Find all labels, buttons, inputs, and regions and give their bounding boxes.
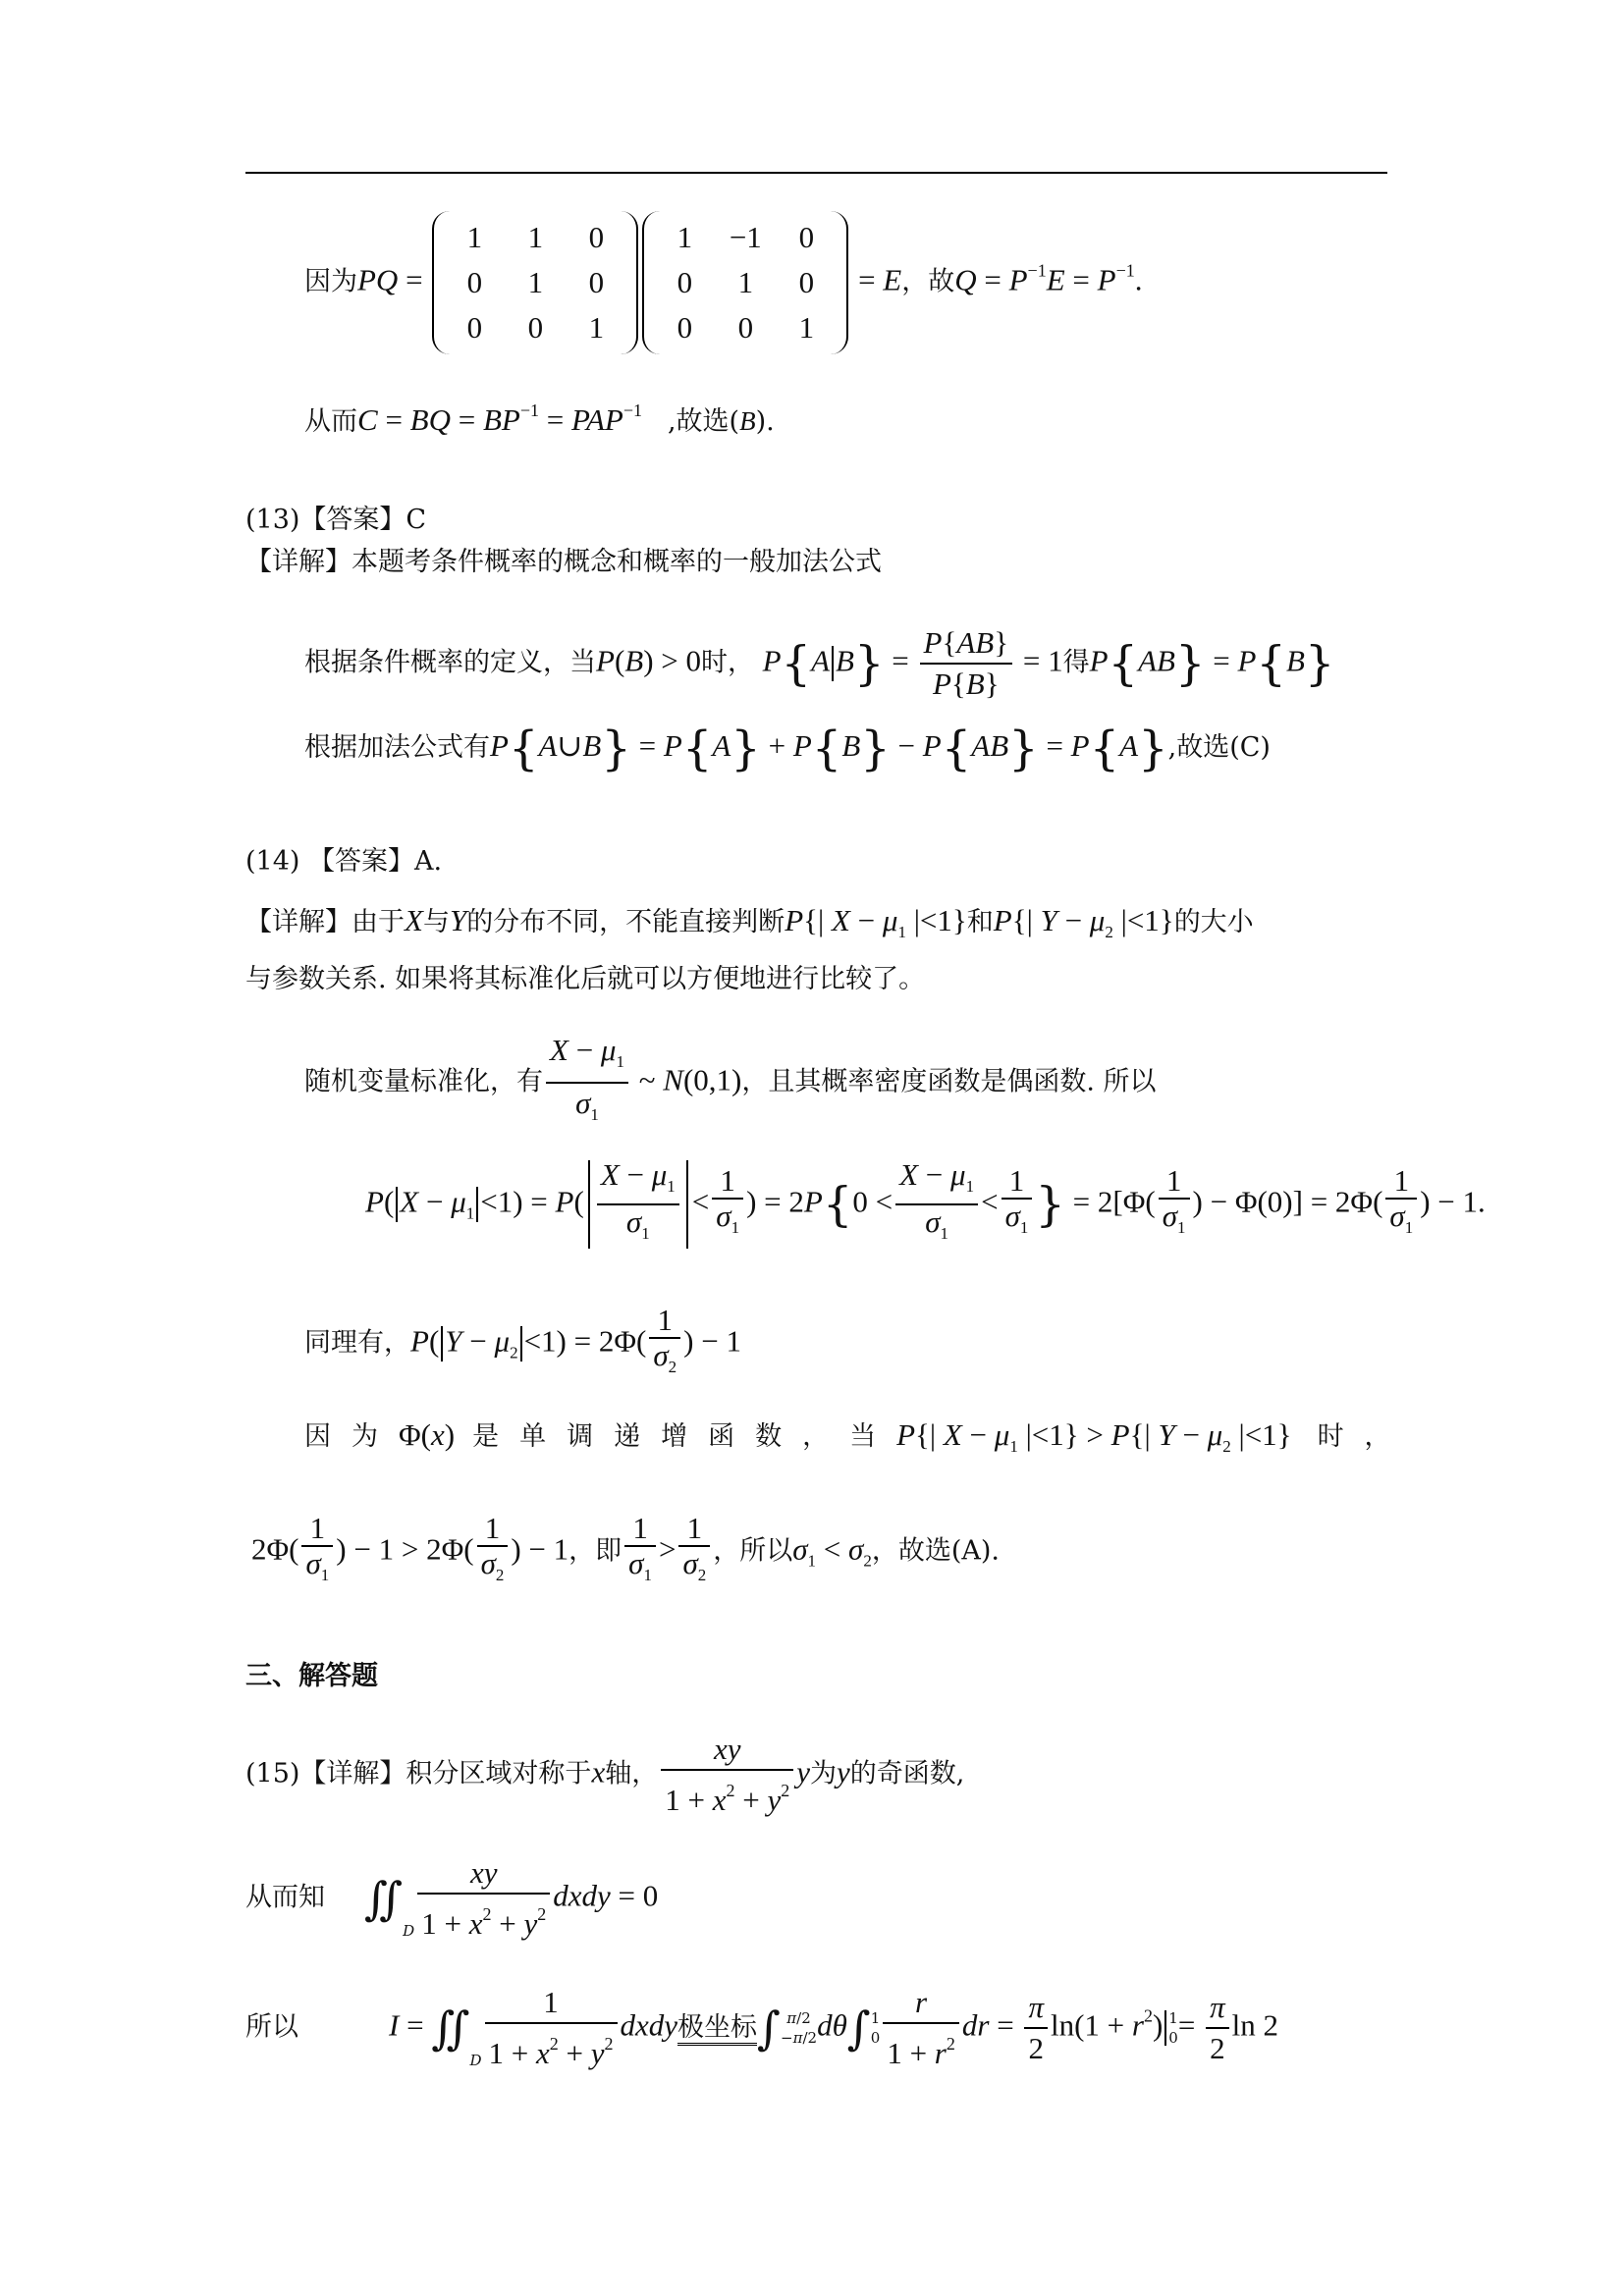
- q14-similarly-line: 同理有，P( $Y - \mu_2 <1) = 2\Phi$( $\frac{1}{\sigma_2}$ ) − 1: [304, 1303, 741, 1376]
- header-rule: [245, 172, 1387, 174]
- q13-text-add: 根据加法公式有: [304, 732, 490, 763]
- q12-conclusion-line: 从而C = BQ = $BP^{-1} = PAP^{-1}$ ,故选(B).: [304, 400, 775, 437]
- q12-matrix-product-line: 因为PQ = 1 1 0 0 1 0 0 0 1 1 −1 0 0 1 0 0 0 1 = E，故$Q = P^{-1}E = P^{-1}$.: [304, 211, 1142, 354]
- q12-text-because: 因为: [304, 266, 357, 297]
- q14-text-similarly: 同理有，: [304, 1327, 410, 1359]
- matrix-Q: 1 −1 0 0 1 0 0 0 1: [642, 211, 848, 354]
- q15-heading-line: (15)【详解】积分区域对称于x轴， $\frac{xy}{1 + x^2 + y^2}$ y为y的奇函数,: [245, 1732, 965, 1817]
- q14-text-std: 随机变量标准化，有: [304, 1066, 543, 1097]
- q14-text-2: 的分布不同，不能直接判断: [466, 907, 785, 937]
- section-title: 三、解答题: [245, 1661, 378, 1691]
- q15-text-axis: 轴，: [605, 1758, 659, 1789]
- q15-zero-integral-line: 从而知 ∬D $\frac{xy}{1 + x^2 + y^2}$ dxdy = 0: [245, 1855, 659, 1941]
- q15-polar-line: 所以 I = ∬D $\frac{1}{1 + x^2 + y^2}$ dxdy极坐标∫ π/2 −π/2dθ∫1 0 $\frac{r}{1 + r^2}$ dr = $\frac{\pi}{2}$ $\ln(1 + r^2)$ 1 0= $\frac{\pi}{2}$ ln 2: [245, 1985, 1278, 2070]
- q13-explain: 【详解】本题考条件概率的概念和概率的一般加法公式: [245, 547, 882, 577]
- q13-text-when: 时，: [701, 647, 755, 678]
- q12-text-thus: 从而: [304, 406, 357, 437]
- q13-text-def: 根据条件概率的定义，当: [304, 647, 596, 678]
- q14-text-and2: 和: [966, 907, 994, 937]
- q14-heading: (14) 【答案】A.: [245, 846, 443, 877]
- q13-addition-line: 根据加法公式有P{A∪B} = P{A} + P{B} − P{AB} = P{A},故选(C): [304, 721, 1271, 776]
- q12-text-choose: ,故选(: [667, 406, 740, 437]
- q14-text-then: 时，: [1317, 1421, 1412, 1452]
- q13-heading: (13)【答案】C: [245, 505, 427, 535]
- q14-derivation: P( $X - \mu_1 <1) = P$( $\frac{X - \mu_1}{\sigma_1}$ < $\frac{1}{\sigma_1}$ ) = 2P{0 < $\frac{X - \mu_1}{\sigma_1}$ < $\frac{1}{\sigma_1}$ } = 2[Φ( $\frac{1}{\sigma_1}$ ) − Φ(0)] = 2Φ( $\frac{1}{\sigma_1}$ ) − 1.: [365, 1158, 1486, 1251]
- q15-text-polar: 极坐标: [677, 2012, 757, 2046]
- q14-text-3: 的大小: [1173, 907, 1254, 937]
- q14-text-ie: ，即: [568, 1535, 623, 1567]
- q15-text-is: 为: [809, 1758, 837, 1789]
- q14-text-and1: 与: [422, 907, 450, 937]
- q15-text-hence: 从而知: [245, 1882, 325, 1913]
- q14-text-choose: ，故选(A).: [871, 1535, 1000, 1567]
- q14-text-increasing: 是单调递增函数，当: [472, 1421, 897, 1452]
- q15-text-odd: 的奇函数,: [849, 1758, 965, 1789]
- q14-explain-line2: 与参数关系. 如果将其标准化后就可以方便地进行比较了。: [245, 964, 926, 994]
- q14-monotone-line: 因为Φ(x) 是单调递增函数，当P{| $X - \mu_1$ |<1} > P{| $Y - \mu_2$ |<1} 时，: [304, 1417, 1412, 1456]
- matrix-P: 1 1 0 0 1 0 0 0 1: [432, 211, 638, 354]
- q14-text-so: ，所以: [713, 1535, 793, 1567]
- q14-standardize-line: 随机变量标准化，有 $\frac{X - \mu_1}{\sigma_1}$ ~ N(0,1)，且其概率密度函数是偶函数. 所以: [304, 1033, 1157, 1124]
- q13-text-choose: ,故选(C): [1167, 732, 1271, 763]
- q14-text-because: 因为: [304, 1421, 399, 1452]
- q15-text-therefore: 所以: [245, 2011, 298, 2043]
- q12-text-hence: ，故: [901, 266, 955, 297]
- q14-text-1: 【详解】由于: [245, 907, 405, 937]
- q13-conditional-line: 根据条件概率的定义，当P(B) > 0时， P{A B} = $\frac{P\{AB\}}{P\{B\}}$ = 1得P{AB} = P{B}: [304, 623, 1334, 704]
- q12-text-end: ).: [755, 406, 775, 437]
- q12-choice: B: [739, 406, 756, 436]
- q14-conclusion-line: 2Φ( $\frac{1}{\sigma_1}$ ) − 1 > 2Φ( $\frac{1}{\sigma_2}$ ) − 1，即 $\frac{1}{\sigma_1}$ > $\frac{1}{\sigma_2}$ ，所以$\sigma_1 < \sigma_2$，故选(A).: [251, 1511, 1000, 1584]
- q13-fraction: $\frac{P\{AB\}}{P\{B\}}$: [920, 623, 1013, 704]
- q15-text-symmetric: (15)【详解】积分区域对称于: [245, 1758, 592, 1789]
- q13-text-get: 得: [1062, 647, 1090, 678]
- q14-explain-line1: 【详解】由于X与Y的分布不同，不能直接判断P{| $X - \mu_1$ |<1}和P{| $Y - \mu_2$ |<1}的大小: [245, 903, 1254, 941]
- q14-text-even: ，且其概率密度函数是偶函数. 所以: [741, 1066, 1157, 1097]
